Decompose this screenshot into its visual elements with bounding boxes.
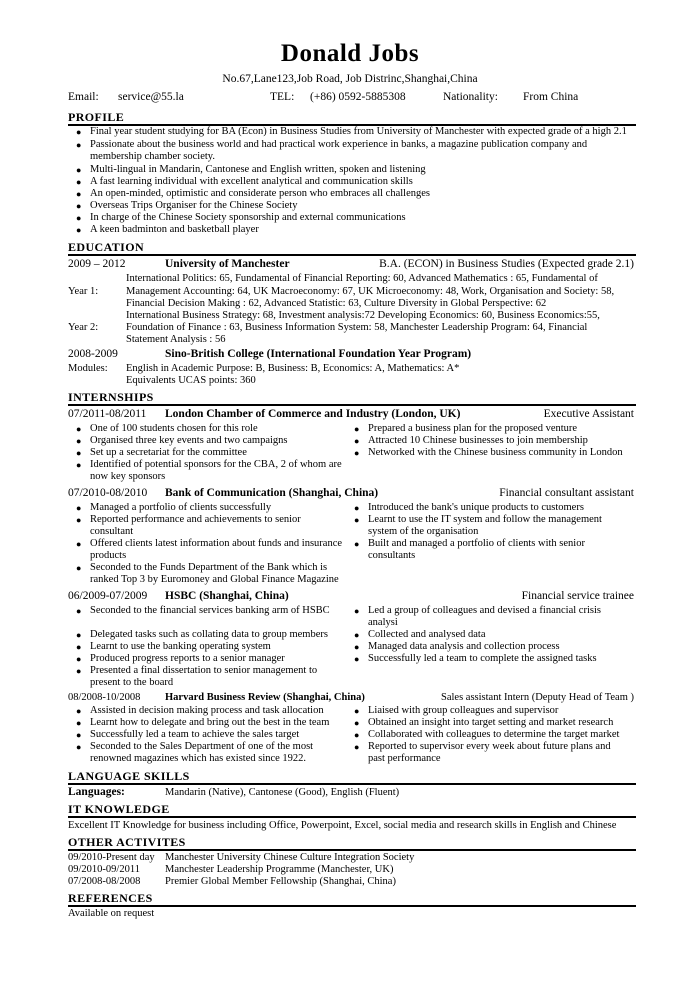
profile-item	[76, 188, 650, 201]
profile-item	[76, 139, 650, 152]
job-bullet-text: Reported performance and achievements to senior	[90, 514, 301, 525]
bullet-icon: ●	[76, 503, 82, 513]
job-bullet-text: Identified of potential sponsors for the CBA, 2 of whom are	[90, 459, 342, 470]
course-line: International Politics: 65, Fundamental of Financial Reporting: 60, Advanced Mathematics : 65, Fundamental of	[126, 273, 598, 284]
bullet-icon: ●	[76, 436, 82, 446]
bullet-icon: ●	[76, 706, 82, 716]
job-bullet-text: Assisted in decision making process and task allocation	[90, 705, 324, 716]
activity-text: Manchester Leadership Programme (Manchester, UK)	[165, 864, 394, 875]
profile-item	[76, 224, 650, 237]
job-bullet-text: Collaborated with colleagues to determine the target market	[368, 729, 620, 740]
section-language-heading: LANGUAGE SKILLS	[68, 769, 636, 785]
job-bullet	[76, 514, 301, 527]
job-bullet	[76, 641, 271, 654]
job-bullet-text: Led a group of colleagues and devised a financial crisis	[368, 605, 601, 616]
nationality-label: Nationality:	[443, 91, 498, 103]
job-bullet-continuation: products	[90, 550, 127, 561]
job-bullet-text: Built and managed a portfolio of clients with senior	[368, 538, 585, 549]
job-dates: 07/2010-08/2010	[68, 487, 148, 499]
section-references-heading: REFERENCES	[68, 891, 636, 907]
course-line: Statement Analysis : 56	[126, 334, 226, 345]
job-bullet-continuation: system of the organisation	[368, 526, 479, 537]
job-bullet-text: Networked with the Chinese business community in London	[368, 447, 623, 458]
job-bullet-text: One of 100 students chosen for this role	[90, 423, 258, 434]
job-dates: 08/2008-10/2008	[68, 692, 141, 703]
section-internships-heading: INTERNSHIPS	[68, 390, 636, 406]
year2-label: Year 2:	[68, 322, 99, 333]
university-dates: 2009 – 2012	[68, 258, 126, 270]
profile-item	[76, 176, 650, 189]
bullet-icon: ●	[354, 503, 360, 513]
job-dates: 06/2009-07/2009	[68, 590, 148, 602]
college-name: Sino-British College (International Foundation Year Program)	[165, 348, 472, 360]
job-organisation: HSBC (Shanghai, China)	[165, 590, 289, 602]
bullet-icon: ●	[354, 730, 360, 740]
job-bullet	[354, 435, 588, 448]
job-organisation: Bank of Communication (Shanghai, China)	[165, 487, 379, 499]
course-line: Financial Decision Making : 62, Advanced Statistic: 63, Culture Diversity in Global Perspective: 62	[126, 298, 547, 309]
bullet-icon: ●	[76, 177, 82, 187]
job-bullet-text: Managed data analysis and collection process	[368, 641, 560, 652]
job-bullet-text: Produced progress reports to a senior manager	[90, 653, 285, 664]
section-it-heading: IT KNOWLEDGE	[68, 802, 636, 818]
job-organisation: Harvard Business Review (Shanghai, China)	[165, 692, 365, 703]
bullet-icon: ●	[76, 424, 82, 434]
bullet-icon: ●	[76, 448, 82, 458]
job-bullet-text: Managed a portfolio of clients successfully	[90, 502, 272, 513]
job-bullet	[354, 717, 614, 730]
bullet-icon: ●	[76, 165, 82, 175]
job-role: Financial consultant assistant	[499, 487, 634, 499]
profile-item-text: In charge of the Chinese Society sponsorship and external communications	[90, 212, 406, 223]
bullet-icon: ●	[76, 515, 82, 525]
job-bullet	[76, 435, 288, 448]
activity-dates: 09/2010-09/2011	[68, 864, 140, 875]
job-bullet	[354, 705, 559, 718]
tel-label: TEL:	[270, 91, 295, 103]
job-bullet-text: Seconded to the Funds Department of the Bank which is	[90, 562, 328, 573]
bullet-icon: ●	[354, 606, 360, 616]
job-role: Sales assistant Intern (Deputy Head of Team )	[441, 692, 634, 703]
job-bullet-text: Attracted 10 Chinese businesses to join membership	[368, 435, 588, 446]
activity-dates: 07/2008-08/2008	[68, 876, 141, 887]
bullet-icon: ●	[76, 460, 82, 470]
bullet-icon: ●	[76, 225, 82, 235]
bullet-icon: ●	[76, 127, 82, 137]
job-bullet-continuation: past performance	[368, 753, 441, 764]
job-bullet-text: Liaised with group colleagues and supervisor	[368, 705, 559, 716]
year1-label: Year 1:	[68, 286, 99, 297]
profile-item	[76, 212, 650, 225]
bullet-icon: ●	[76, 742, 82, 752]
bullet-icon: ●	[354, 654, 360, 664]
job-bullet-text: Collected and analysed data	[368, 629, 486, 640]
profile-item-text: Final year student studying for BA (Econ) in Business Studies from University of Manchester with expected grade of a high 2.1	[90, 126, 627, 137]
bullet-icon: ●	[76, 718, 82, 728]
job-bullet-text: Successfully led a team to complete the assigned tasks	[368, 653, 597, 664]
profile-item	[76, 200, 650, 213]
bullet-icon: ●	[76, 642, 82, 652]
job-bullet-text: Successfully led a team to achieve the sales target	[90, 729, 300, 740]
profile-item-text: An open-minded, optimistic and considerate person who embraces all challenges	[90, 188, 430, 199]
job-bullet	[76, 605, 330, 618]
job-bullet	[354, 502, 584, 515]
job-bullet-continuation: present to the board	[90, 677, 174, 688]
job-bullet-text: Learnt how to delegate and bring out the best in the team	[90, 717, 330, 728]
telephone: (+86) 0592-5885308	[310, 91, 406, 103]
bullet-icon: ●	[76, 630, 82, 640]
bullet-icon: ●	[76, 539, 82, 549]
job-bullet-text: Learnt to use the IT system and follow the management	[368, 514, 602, 525]
job-bullet	[354, 641, 560, 654]
languages-label: Languages:	[68, 786, 125, 798]
job-bullet	[354, 538, 585, 551]
bullet-icon: ●	[354, 706, 360, 716]
profile-item-text: Passionate about the business world and had practical work experience in banks, a magazine publication company and	[90, 139, 588, 150]
profile-item-text: A keen badminton and basketball player	[90, 224, 259, 235]
job-bullet-continuation: consultants	[368, 550, 416, 561]
bullet-icon: ●	[354, 436, 360, 446]
section-education-heading: EDUCATION	[68, 240, 636, 256]
ucas-points: Equivalents UCAS points: 360	[126, 375, 256, 386]
job-bullet-continuation: analysi	[368, 617, 398, 628]
job-bullet-text: Reported to supervisor every week about future plans and	[368, 741, 611, 752]
job-bullet-continuation: now key sponsors	[90, 471, 166, 482]
course-line: Foundation of Finance : 63, Business Information System: 58, Manchester Leadership Program: 64, Financial	[126, 322, 588, 333]
university-degree: B.A. (ECON) in Business Studies (Expected grade 2.1)	[379, 258, 634, 270]
job-bullet	[76, 665, 318, 678]
job-bullet-continuation: renowned magazines which has existed since 1922.	[90, 753, 307, 764]
job-bullet	[76, 423, 258, 436]
job-bullet-text: Obtained an insight into target setting and market research	[368, 717, 614, 728]
bullet-icon: ●	[354, 424, 360, 434]
section-activities-heading: OTHER ACTIVITES	[68, 835, 636, 851]
course-line: Management Accounting: 64, UK Macroeconomy: 67, UK Microeconomy: 48, Work, Organisation and Society: 58,	[126, 286, 615, 297]
course-line: International Business Strategy: 68, Investment analysis:72 Developing Economics: 60, Business Economics:55,	[126, 310, 600, 321]
activity-dates: 09/2010-Present day	[68, 852, 155, 863]
bullet-icon: ●	[76, 606, 82, 616]
job-bullet	[76, 459, 342, 472]
profile-item	[76, 164, 650, 177]
bullet-icon: ●	[354, 630, 360, 640]
job-role: Financial service trainee	[521, 590, 634, 602]
bullet-icon: ●	[354, 515, 360, 525]
profile-item-text: Overseas Trips Organiser for the Chinese Society	[90, 200, 298, 211]
college-dates: 2008-2009	[68, 348, 118, 360]
job-bullet	[76, 538, 343, 551]
bullet-icon: ●	[76, 730, 82, 740]
job-bullet-text: Organised three key events and two campaigns	[90, 435, 288, 446]
bullet-icon: ●	[76, 563, 82, 573]
profile-item-text: Multi-lingual in Mandarin, Cantonese and English written, spoken and listening	[90, 164, 426, 175]
bullet-icon: ●	[76, 140, 82, 150]
job-bullet-continuation: consultant	[90, 526, 134, 537]
email: service@55.la	[118, 91, 184, 103]
candidate-name: Donald Jobs	[280, 40, 420, 67]
job-bullet	[76, 741, 314, 754]
job-bullet	[76, 705, 324, 718]
activity-text: Manchester University Chinese Culture Integration Society	[165, 852, 415, 863]
languages-value: Mandarin (Native), Cantonese (Good), English (Fluent)	[165, 787, 400, 798]
bullet-icon: ●	[354, 539, 360, 549]
job-bullet-continuation: ranked Top 3 by Euromoney and Global Finance Magazine	[90, 574, 339, 585]
job-bullet-text: Prepared a business plan for the proposed venture	[368, 423, 578, 434]
profile-item	[76, 126, 650, 139]
job-bullet-text: Seconded to the Sales Department of one of the most	[90, 741, 314, 752]
job-bullet-text: Seconded to the financial services banking arm of HSBC	[90, 605, 330, 616]
job-bullet-text: Introduced the bank's unique products to customers	[368, 502, 584, 513]
job-bullet-text: Delegated tasks such as collating data to group members	[90, 629, 328, 640]
job-bullet	[354, 729, 620, 742]
address: No.67,Lane123,Job Road, Job Distrinc,Shanghai,China	[222, 73, 478, 85]
bullet-icon: ●	[354, 718, 360, 728]
job-bullet	[76, 447, 247, 460]
bullet-icon: ●	[354, 642, 360, 652]
university-name: University of Manchester	[165, 258, 290, 270]
job-bullet	[354, 514, 602, 527]
job-role: Executive Assistant	[543, 408, 634, 420]
job-dates: 07/2011-08/2011	[68, 408, 147, 420]
job-bullet	[76, 653, 285, 666]
bullet-icon: ●	[354, 742, 360, 752]
job-bullet	[354, 653, 597, 666]
job-bullet-text: Presented a final dissertation to senior management to	[90, 665, 318, 676]
activity-text: Premier Global Member Fellowship (Shanghai, China)	[165, 876, 396, 887]
job-bullet	[354, 423, 578, 436]
bullet-icon: ●	[76, 213, 82, 223]
section-profile-heading: PROFILE	[68, 110, 636, 126]
job-bullet-text: Set up a secretariat for the committee	[90, 447, 247, 458]
bullet-icon: ●	[76, 201, 82, 211]
job-bullet	[76, 502, 272, 515]
modules-label: Modules:	[68, 363, 108, 374]
job-bullet	[76, 629, 328, 642]
job-bullet-text: Learnt to use the banking operating system	[90, 641, 271, 652]
job-bullet	[354, 605, 601, 618]
nationality: From China	[523, 91, 579, 103]
bullet-icon: ●	[354, 448, 360, 458]
job-organisation: London Chamber of Commerce and Industry (London, UK)	[165, 408, 461, 420]
references-value: Available on request	[68, 908, 155, 919]
modules: English in Academic Purpose: B, Business: B, Economics: A, Mathematics: A*	[126, 363, 460, 374]
job-bullet	[76, 717, 330, 730]
job-bullet	[76, 729, 300, 742]
job-bullet	[354, 741, 611, 754]
bullet-icon: ●	[76, 189, 82, 199]
profile-item-text: A fast learning individual with excellent analytical and communication skills	[90, 176, 413, 187]
bullet-icon: ●	[76, 654, 82, 664]
job-bullet	[354, 447, 623, 460]
job-bullet-text: Offered clients latest information about funds and insurance	[90, 538, 343, 549]
job-bullet	[76, 562, 328, 575]
it-knowledge-value: Excellent IT Knowledge for business including Office, Powerpoint, Excel, social media and research skills in English and Chinese	[68, 820, 617, 831]
job-bullet	[354, 629, 486, 642]
email-label: Email:	[68, 91, 99, 103]
profile-item-continuation: membership chamber society.	[90, 151, 215, 162]
bullet-icon: ●	[76, 666, 82, 676]
